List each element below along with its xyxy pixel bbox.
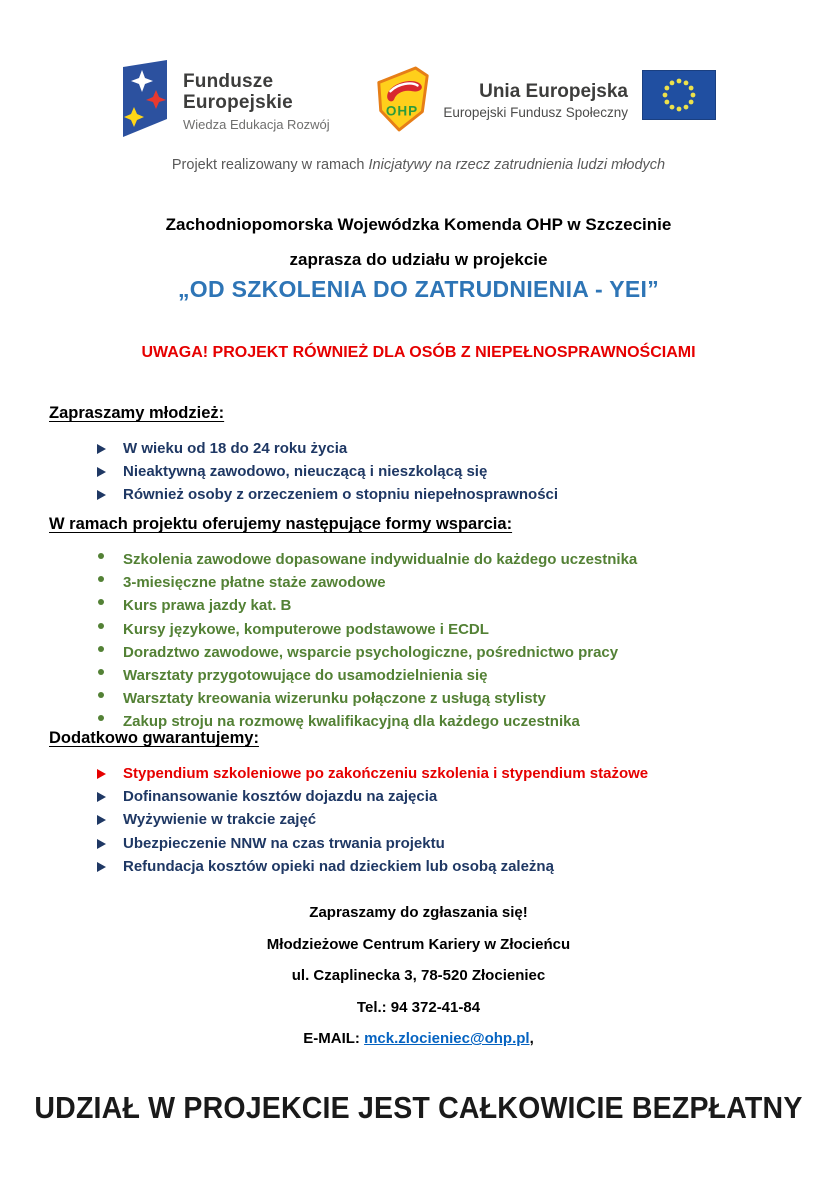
free-participation-text: UDZIAŁ W PROJEKCIE JEST CAŁKOWICIE BEZPŁATNY <box>34 1090 803 1125</box>
unia-europejska-logo <box>443 70 716 125</box>
program-line-initiative: Inicjatywy na rzecz zatrudnienia ludzi młodych <box>368 157 666 173</box>
list-item: Stypendium szkoleniowe po zakończeniu szkolenia i stypendium stażowe <box>123 765 649 782</box>
section-guarantees <box>49 729 797 878</box>
list-item: Nieaktywną zawodowo, nieuczącą i nieszkolącą się <box>123 463 488 481</box>
fundusze-title-line2: Europejskie <box>183 92 293 113</box>
fundusze-subtitle: Wiedza Edukacja Rozwój <box>183 117 330 132</box>
list-item: W wieku od 18 do 24 roku życia <box>123 440 348 457</box>
section-support-forms-heading: W ramach projektu oferujemy następujące formy wsparcia: <box>49 515 513 533</box>
section-guarantees-heading: Dodatkowo gwarantujemy: <box>49 729 259 747</box>
contact-line: Zapraszamy do zgłaszania się! <box>309 904 528 921</box>
ohp-logo-label: OHP <box>385 103 419 119</box>
eu-flag-icon <box>642 70 716 125</box>
disability-warning: UWAGA! PROJEKT RÓWNIEŻ DLA OSÓB Z NIEPEŁNOSPRAWNOŚCIAMI <box>141 344 696 361</box>
list-item: Doradztwo zawodowe, wsparcie psychologiczne, pośrednictwo pracy <box>123 643 619 661</box>
contact-block <box>0 897 837 1055</box>
fundusze-title-line1: Fundusze <box>183 71 274 92</box>
guarantees-list <box>49 762 797 878</box>
fundusze-flag-icon <box>120 57 170 146</box>
list-item: Szkolenia zawodowe dopasowane indywidualnie do każdego uczestnika <box>123 551 638 568</box>
list-item: Ubezpieczenie NNW na czas trwania projektu <box>123 834 445 852</box>
list-item: Warsztaty kreowania wizerunku połączone z usługą stylisty <box>123 690 546 708</box>
contact-lines <box>0 897 837 1023</box>
list-item: 3-miesięczne płatne staże zawodowe <box>123 574 386 592</box>
section-support-forms <box>49 515 797 734</box>
ohp-shield-icon <box>372 103 434 138</box>
list-item: Warsztaty przygotowujące do usamodzielnienia się <box>123 667 488 685</box>
contact-line: Tel.: 94 372-41-84 <box>356 998 481 1016</box>
fundusze-logo-text <box>183 71 330 146</box>
contact-line: ul. Czaplinecka 3, 78-520 Złocieniec <box>291 967 546 984</box>
list-item: Refundacja kosztów opieki nad dzieckiem lub osobą zależną <box>123 857 554 875</box>
organizer-line: Zachodniopomorska Wojewódzka Komenda OHP w Szczecinie <box>165 215 672 234</box>
invitation-line: zaprasza do udziału w projekcie <box>289 250 548 269</box>
contact-line: Młodzieżowe Centrum Kariery w Złocieńcu <box>266 935 571 953</box>
program-line <box>0 157 837 173</box>
unia-title: Unia Europejska <box>479 81 628 102</box>
list-item: Zakup stroju na rozmowę kwalifikacyjną dla każdego uczestnika <box>123 713 580 731</box>
list-item: Również osoby z orzeczeniem o stopniu niepełnosprawności <box>123 486 559 504</box>
unia-logo-text <box>443 82 628 120</box>
project-title: „OD SZKOLENIA DO ZATRUDNIENIA - YEI” <box>177 276 660 302</box>
support-forms-list <box>49 548 797 734</box>
fundusze-europejskie-logo <box>120 57 330 146</box>
target-group-list <box>49 437 797 507</box>
ohp-logo <box>372 64 434 139</box>
unia-subtitle: Europejski Fundusz Społeczny <box>443 105 628 120</box>
footer-banner <box>0 1090 837 1126</box>
email-link[interactable]: mck.zlocieniec@ohp.pl <box>364 1030 530 1047</box>
program-line-prefix: Projekt realizowany w ramach <box>171 157 369 173</box>
email-label: E-MAIL: <box>303 1030 365 1047</box>
section-target-group <box>49 404 797 507</box>
list-item: Kursy językowe, komputerowe podstawowe i ECDL <box>123 620 489 638</box>
list-item: Wyżywienie w trakcie zajęć <box>123 811 317 829</box>
email-line <box>0 1023 837 1055</box>
list-item: Dofinansowanie kosztów dojazdu na zajęcia <box>123 788 438 806</box>
email-suffix: , <box>529 1030 534 1047</box>
section-target-group-heading: Zapraszamy młodzież: <box>49 404 225 422</box>
list-item: Kurs prawa jazdy kat. B <box>123 597 292 615</box>
